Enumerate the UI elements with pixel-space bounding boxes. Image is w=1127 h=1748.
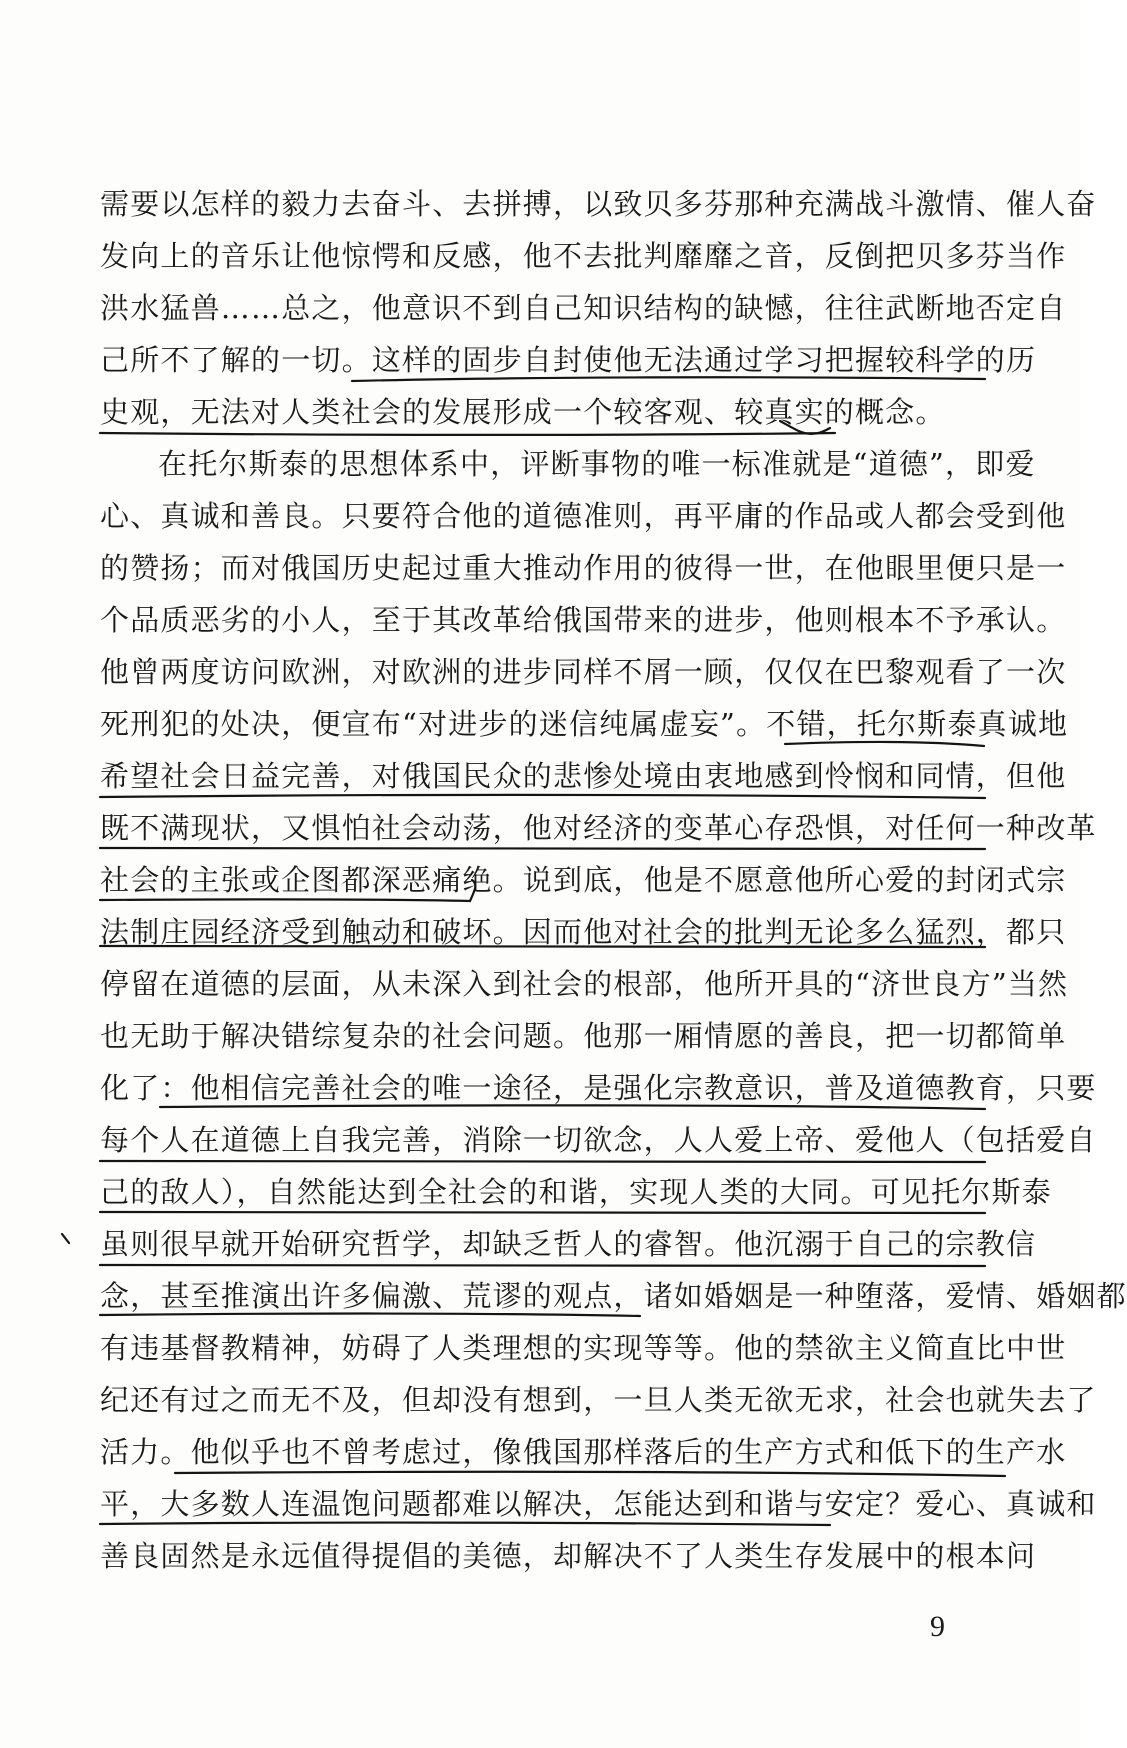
paragraph-first-line: 在托尔斯泰的思想体系中，评断事物的唯一标准就是“道德”，即爱 — [158, 447, 1036, 481]
text-line: 他曾两度访问欧洲，对欧洲的进步同样不屑一顾，仅仅在巴黎观看了一次 — [100, 655, 1067, 689]
text-line: 化了：他相信完善社会的唯一途径，是强化宗教意识，普及道德教育，只要 — [100, 1071, 1097, 1105]
text-line: 心、真诚和善良。只要符合他的道德准则，再平庸的作品或人都会受到他 — [100, 499, 1067, 533]
text-line: 善良固然是永远值得提倡的美德，却解决不了人类生存发展中的根本问 — [100, 1539, 1037, 1573]
text-line: 己的敌人），自然能达到全社会的和谐，实现人类的大同。可见托尔斯泰 — [100, 1175, 1052, 1209]
text-line: 个品质恶劣的小人，至于其改革给俄国带来的进步，他则根本不予承认。 — [100, 603, 1067, 637]
margin-tick-mark — [62, 1234, 69, 1243]
text-line: 平，大多数人连温饱问题都难以解决，怎能达到和谐与安定？爱心、真诚和 — [100, 1487, 1097, 1521]
text-line: 停留在道德的层面，从未深入到社会的根部，他所开具的“济世良方”当然 — [100, 967, 1069, 1001]
text-line: 也无助于解决错综复杂的社会问题。他那一厢情愿的善良，把一切都简单 — [100, 1019, 1067, 1053]
text-line: 社会的主张或企图都深恶痛绝。说到底，他是不愿意他所心爱的封闭式宗 — [100, 863, 1067, 897]
text-line: 法制庄园经济受到触动和破坏。因而他对社会的批判无论多么猛烈，都只 — [100, 915, 1067, 949]
text-line: 纪还有过之而无不及，但却没有想到，一旦人类无欲无求，社会也就失去了 — [100, 1383, 1097, 1417]
text-line: 既不满现状，又惧怕社会动荡，他对经济的变革心存恐惧，对任何一种改革 — [100, 811, 1097, 845]
text-line: 需要以怎样的毅力去奋斗、去拼搏，以致贝多芬那种充满战斗激情、催人奋 — [100, 187, 1097, 221]
page-number: 9 — [930, 1610, 945, 1643]
text-line: 虽则很早就开始研究哲学，却缺乏哲人的睿智。他沉溺于自己的宗教信 — [100, 1227, 1037, 1261]
text-line: 的赞扬；而对俄国历史起过重大推动作用的彼得一世，在他眼里便只是一 — [100, 551, 1067, 585]
text-line: 洪水猛兽……总之，他意识不到自己知识结构的缺憾，往往武断地否定自 — [100, 291, 1067, 325]
text-line: 己所不了解的一切。这样的固步自封使他无法通过学习把握较科学的历 — [100, 343, 1037, 377]
text-line: 每个人在道德上自我完善，消除一切欲念，人人爱上帝、爱他人（包括爱自 — [100, 1123, 1097, 1157]
text-line: 有违基督教精神，妨碍了人类理想的实现等等。他的禁欲主义简直比中世 — [100, 1331, 1067, 1365]
text-line: 发向上的音乐让他惊愕和反感，他不去批判靡靡之音，反倒把贝多芬当作 — [100, 239, 1067, 273]
text-line: 念，甚至推演出许多偏激、荒谬的观点，诸如婚姻是一种堕落，爱情、婚姻都 — [100, 1279, 1127, 1313]
text-line: 活力。他似乎也不曾考虑过，像俄国那样落后的生产方式和低下的生产水 — [100, 1435, 1067, 1469]
text-line: 死刑犯的处决，便宣布“对进步的迷信纯属虚妄”。不错，托尔斯泰真诚地 — [100, 707, 1069, 741]
text-line: 希望社会日益完善，对俄国民众的悲惨处境由衷地感到怜悯和同情，但他 — [100, 759, 1067, 793]
text-line: 史观，无法对人类社会的发展形成一个较客观、较真实的概念。 — [100, 395, 946, 429]
